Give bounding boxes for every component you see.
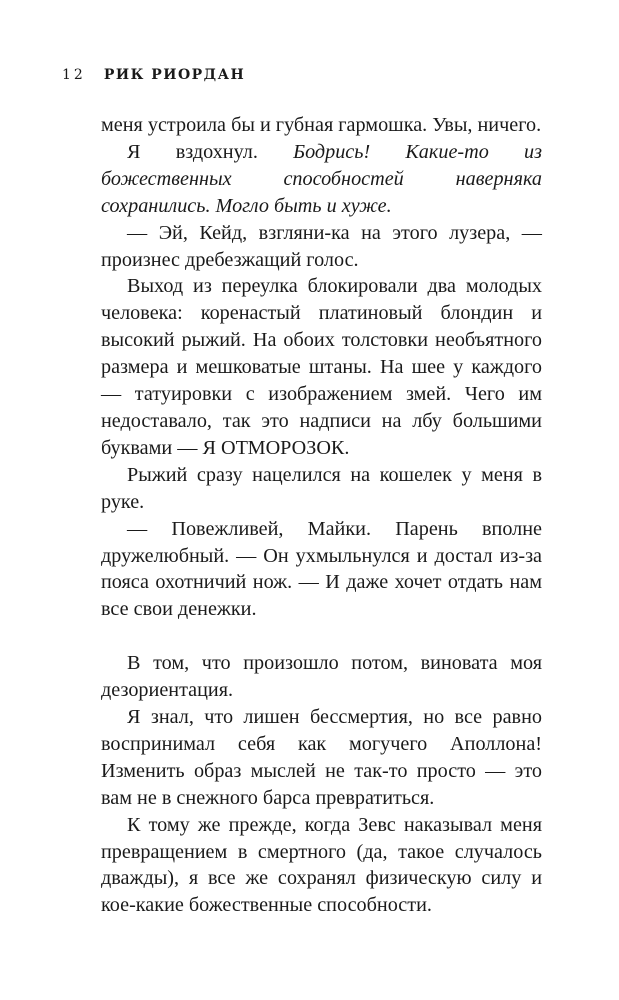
italic-thought: Бодрись! Какие-то из божественных способностей наверняка сохранились. Могло быть и хуже. — [101, 140, 542, 217]
running-header — [62, 67, 245, 83]
paragraph: — Эй, Кейд, взгляни-ка на этого лузера, — произнес дребезжащий голос. — [101, 221, 542, 271]
page-number: 12 — [62, 67, 86, 83]
paragraph — [101, 139, 542, 220]
author-name: РИК РИОРДАН — [103, 67, 246, 83]
paragraph-text: Я вздохнул. — [127, 140, 258, 163]
paragraph: В том, что произошло потом, виновата моя дезориентация. — [101, 652, 542, 702]
paragraph: Выход из переулка блокировали два молодых человека: коренастый платиновый блондин и высокий рыжий. На обоих толстовки необъятного размера и мешковатые штаны. На шее у каждого — татуировки с изображением змей. Чего им недоставало, так это надписи на лбу большими буквами — Я ОТМОРОЗОК. — [101, 275, 542, 459]
body-text — [101, 112, 542, 919]
paragraph: Рыжий сразу нацелился на кошелек у меня в руке. — [101, 463, 542, 513]
paragraph: — Повежливей, Майки. Парень вполне дружелюбный. — Он ухмыльнулся и достал из-за пояса охотничий нож. — И даже хочет отдать нам все свои денежки. — [101, 517, 542, 621]
paragraph: меня устроила бы и губная гармошка. Увы, ничего. — [101, 114, 542, 136]
paragraph: К тому же прежде, когда Зевс наказывал меня превращением в смертного (да, такое случалось дважды), я все же сохранял физическую силу и кое-какие божественные способности. — [101, 813, 542, 917]
paragraph: Я знал, что лишен бессмертия, но все равно воспринимал себя как могучего Аполлона! Изменить образ мыслей не так-то просто — это вам не в снежного барса превратиться. — [101, 706, 542, 809]
